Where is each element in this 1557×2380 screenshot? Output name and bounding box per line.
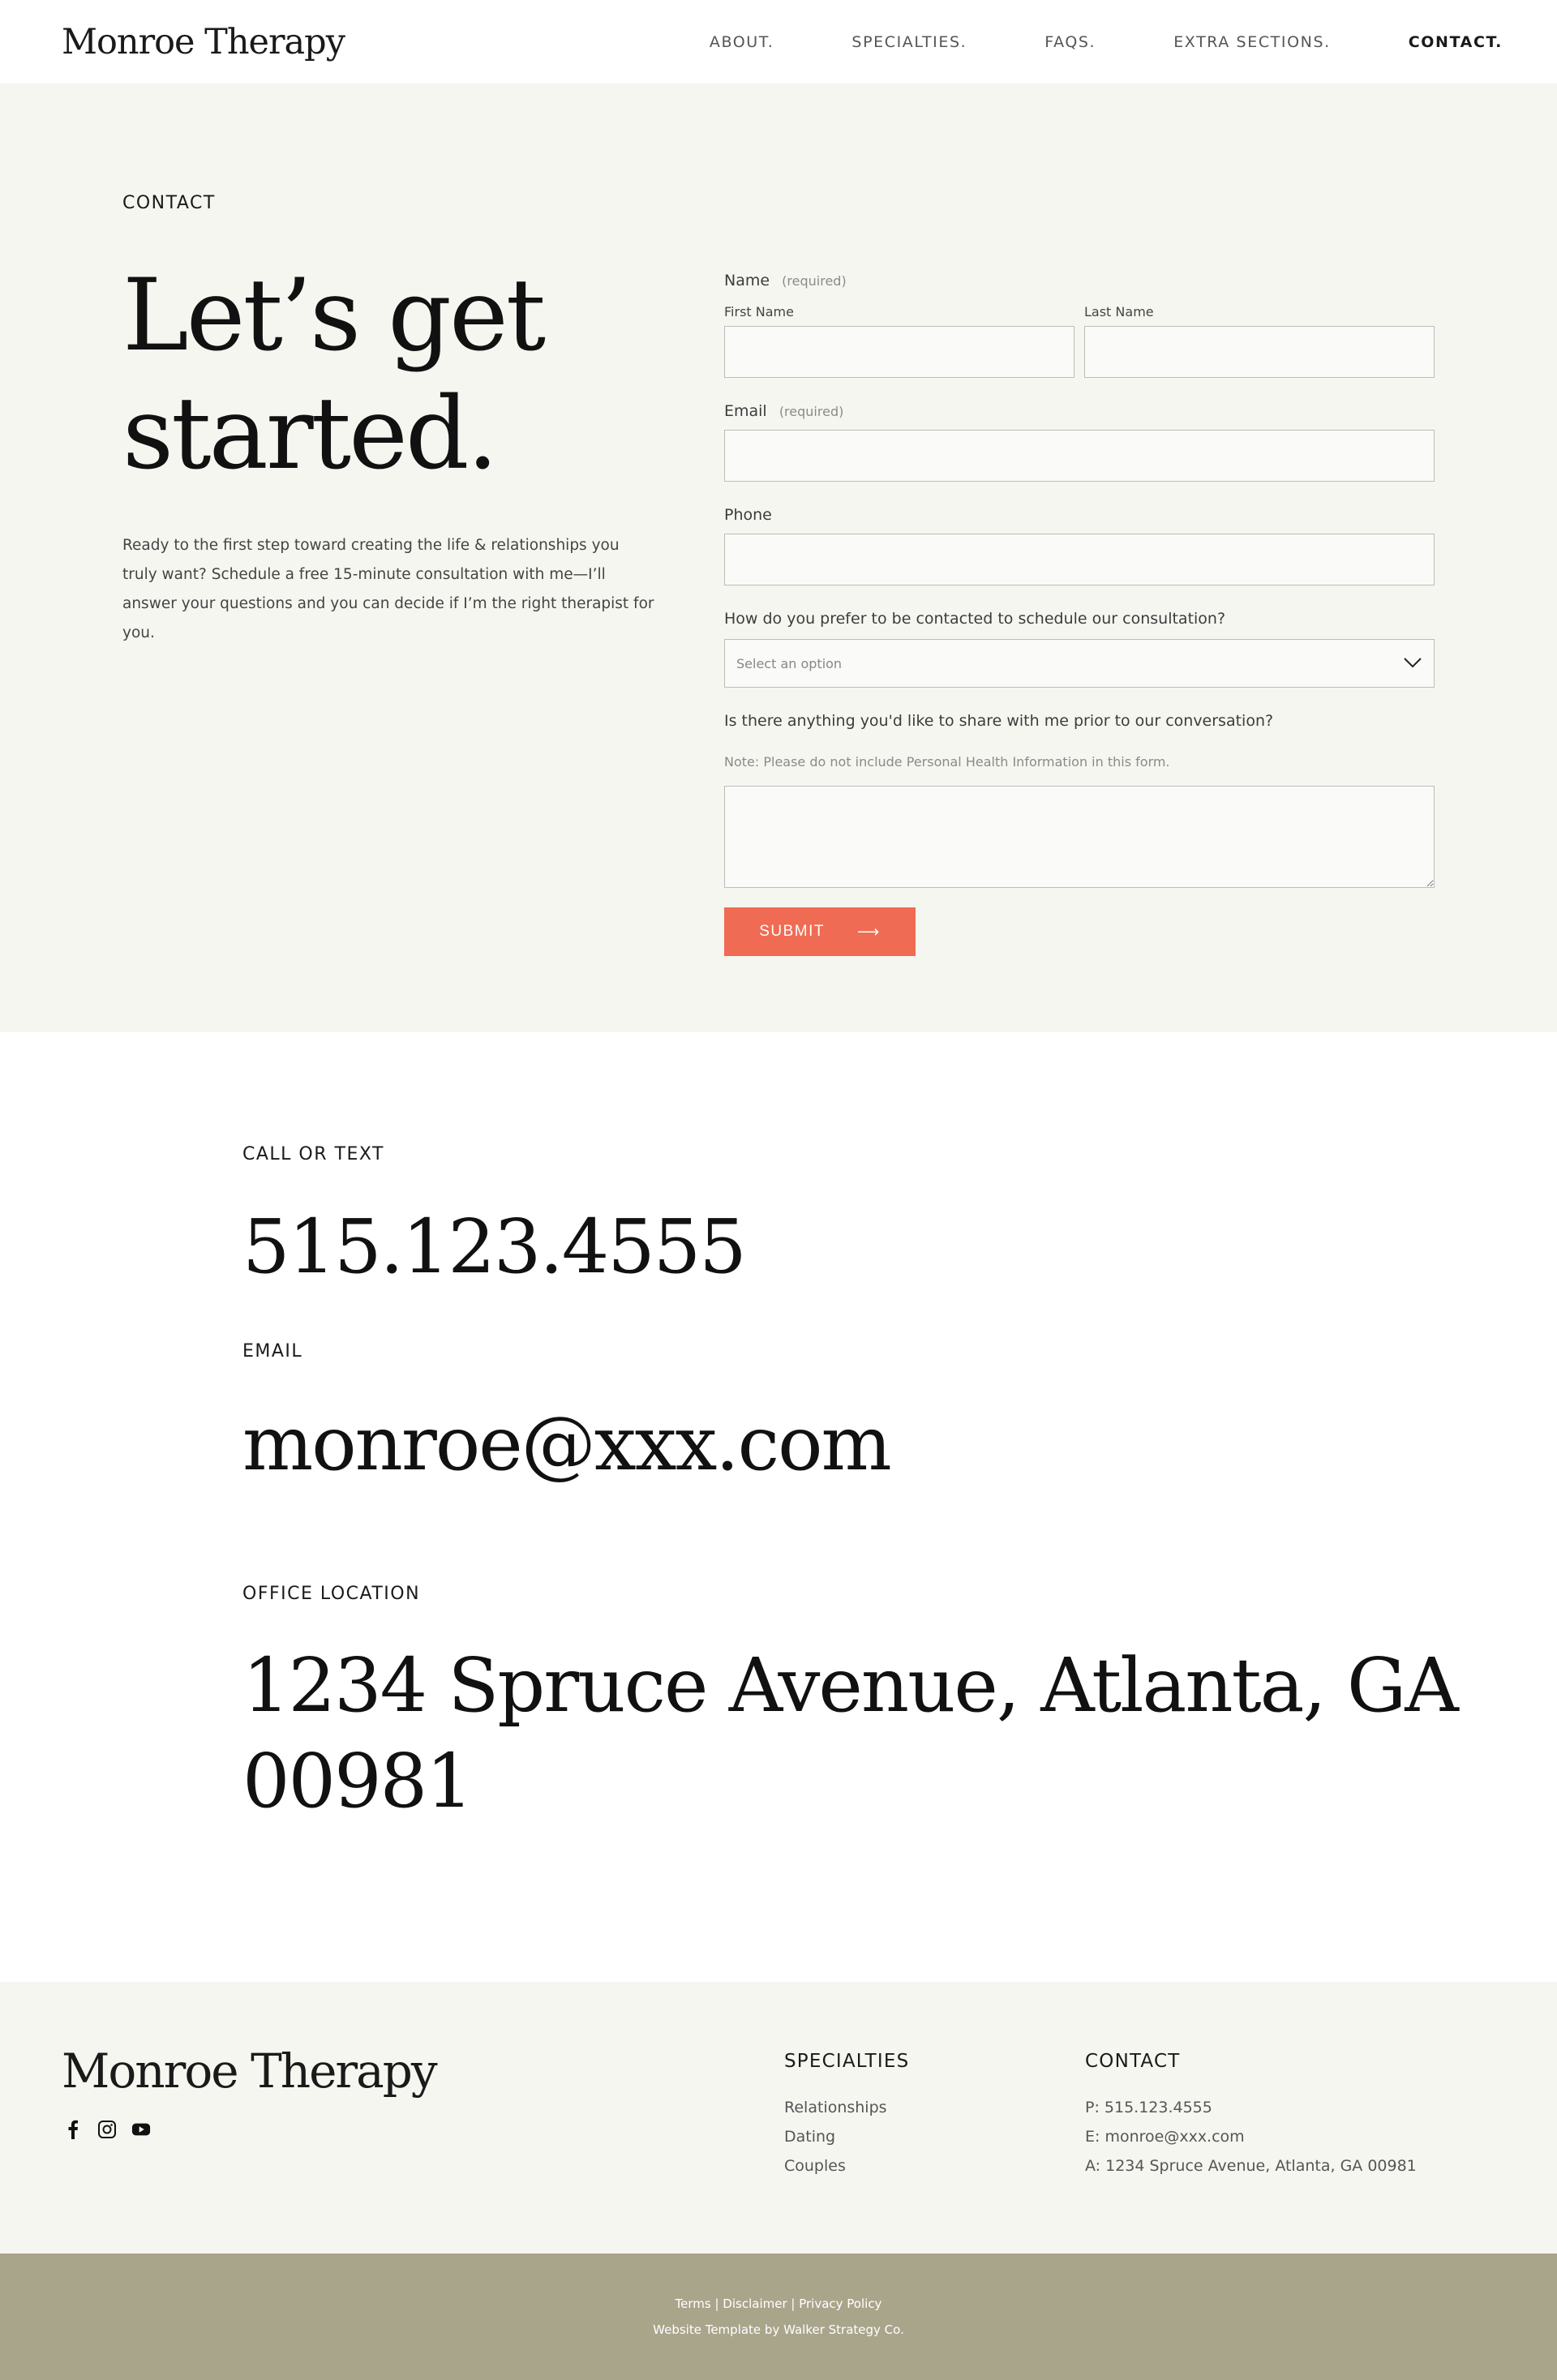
footer-logo[interactable]: Monroe Therapy [62, 2043, 436, 2099]
page-title-line-2: started. [122, 376, 496, 492]
email-section-label: EMAIL [242, 1341, 303, 1362]
phone-input[interactable] [724, 534, 1435, 585]
office-label: OFFICE LOCATION [242, 1584, 421, 1604]
nav-item-contact[interactable]: CONTACT. [1408, 32, 1503, 51]
bottom-bar [0, 2253, 1557, 2380]
phone-label: Phone [724, 506, 772, 524]
email-required-tag: (required) [778, 404, 844, 419]
footer-specialties [784, 2051, 909, 2181]
name-fields [724, 304, 1435, 378]
chevron-down-icon [1403, 656, 1422, 671]
footer-contact-list [1085, 2093, 1417, 2181]
name-label-row [724, 272, 1435, 289]
address-line-1: 1234 Spruce Avenue, Atlanta, GA [242, 1642, 1457, 1729]
youtube-icon[interactable] [131, 2120, 151, 2139]
page-title [122, 257, 658, 494]
last-name-group [1084, 304, 1435, 378]
last-name-input[interactable] [1084, 326, 1435, 378]
share-label: Is there anything you'd like to share with me prior to our conversation? [724, 712, 1274, 730]
contact-intro [122, 193, 658, 648]
office-address [242, 1638, 1457, 1829]
name-label: Name [724, 272, 770, 289]
address-line-2: 00981 [242, 1738, 472, 1825]
email-block [242, 1341, 890, 1493]
call-block [242, 1144, 745, 1296]
footer-contact-heading: CONTACT [1085, 2051, 1181, 2072]
call-label: CALL OR TEXT [242, 1144, 384, 1164]
footer-link-dating[interactable]: Dating [784, 2128, 836, 2146]
office-block [242, 1584, 1457, 1829]
first-name-input[interactable] [724, 326, 1074, 378]
contact-section [0, 84, 1557, 1032]
phone-number[interactable]: 515.123.4555 [242, 1203, 745, 1290]
instagram-icon[interactable] [97, 2120, 117, 2139]
email-address[interactable]: monroe@xxx.com [242, 1400, 890, 1487]
page-title-line-1: Let’s get [122, 258, 544, 374]
nav-item-specialties[interactable]: SPECIALTIES. [851, 32, 967, 51]
facebook-icon[interactable] [63, 2120, 83, 2139]
main-nav [632, 33, 1503, 51]
email-input[interactable] [724, 430, 1435, 482]
footer-phone[interactable]: P: 515.123.4555 [1085, 2099, 1212, 2116]
site-header [0, 0, 1557, 84]
contact-form [724, 272, 1435, 956]
contact-eyebrow: CONTACT [122, 193, 216, 213]
contact-info-section [0, 1032, 1557, 1982]
site-logo[interactable]: Monroe Therapy [62, 21, 345, 62]
phone-group [724, 506, 1435, 585]
select-placeholder: Select an option [736, 655, 843, 671]
social-links [63, 2120, 151, 2139]
site-footer [0, 1982, 1557, 2253]
template-credit[interactable]: Website Template by Walker Strategy Co. [653, 2322, 904, 2337]
name-required-tag: (required) [782, 273, 847, 289]
nav-item-about[interactable]: ABOUT. [709, 32, 774, 51]
submit-button[interactable] [724, 907, 916, 956]
nav-item-extra-sections[interactable]: EXTRA SECTIONS. [1173, 32, 1331, 51]
contact-preference-label: How do you prefer to be contacted to schedule our consultation? [724, 610, 1226, 628]
arrow-right-icon: ⟶ [857, 923, 881, 941]
footer-email[interactable]: E: monroe@xxx.com [1085, 2128, 1245, 2146]
nav-item-faqs[interactable]: FAQS. [1044, 32, 1096, 51]
contact-preference-group [724, 610, 1435, 688]
footer-link-relationships[interactable]: Relationships [784, 2099, 887, 2116]
legal-links[interactable]: Terms | Disclaimer | Privacy Policy [675, 2296, 882, 2311]
footer-link-couples[interactable]: Couples [784, 2157, 846, 2175]
last-name-label: Last Name [1084, 304, 1154, 319]
share-group [724, 712, 1435, 888]
footer-specialties-heading: SPECIALTIES [784, 2051, 910, 2072]
first-name-group [724, 304, 1074, 378]
contact-preference-select[interactable] [724, 639, 1435, 688]
intro-text: Ready to the first step toward creating the life & relationships you truly want? Schedule a free 15-minute consultation with me—I’ll answer your questions and you can decide if I’m the right therapist for you. [122, 537, 654, 641]
submit-label: SUBMIT [759, 923, 826, 940]
share-textarea[interactable] [724, 786, 1435, 888]
footer-contact [1085, 2051, 1417, 2181]
email-group [724, 402, 1435, 482]
first-name-label: First Name [724, 304, 794, 319]
footer-specialties-list [784, 2093, 909, 2181]
footer-address: A: 1234 Spruce Avenue, Atlanta, GA 00981 [1085, 2157, 1417, 2175]
phi-note: Note: Please do not include Personal Health Information in this form. [724, 754, 1170, 770]
email-label: Email [724, 402, 767, 420]
